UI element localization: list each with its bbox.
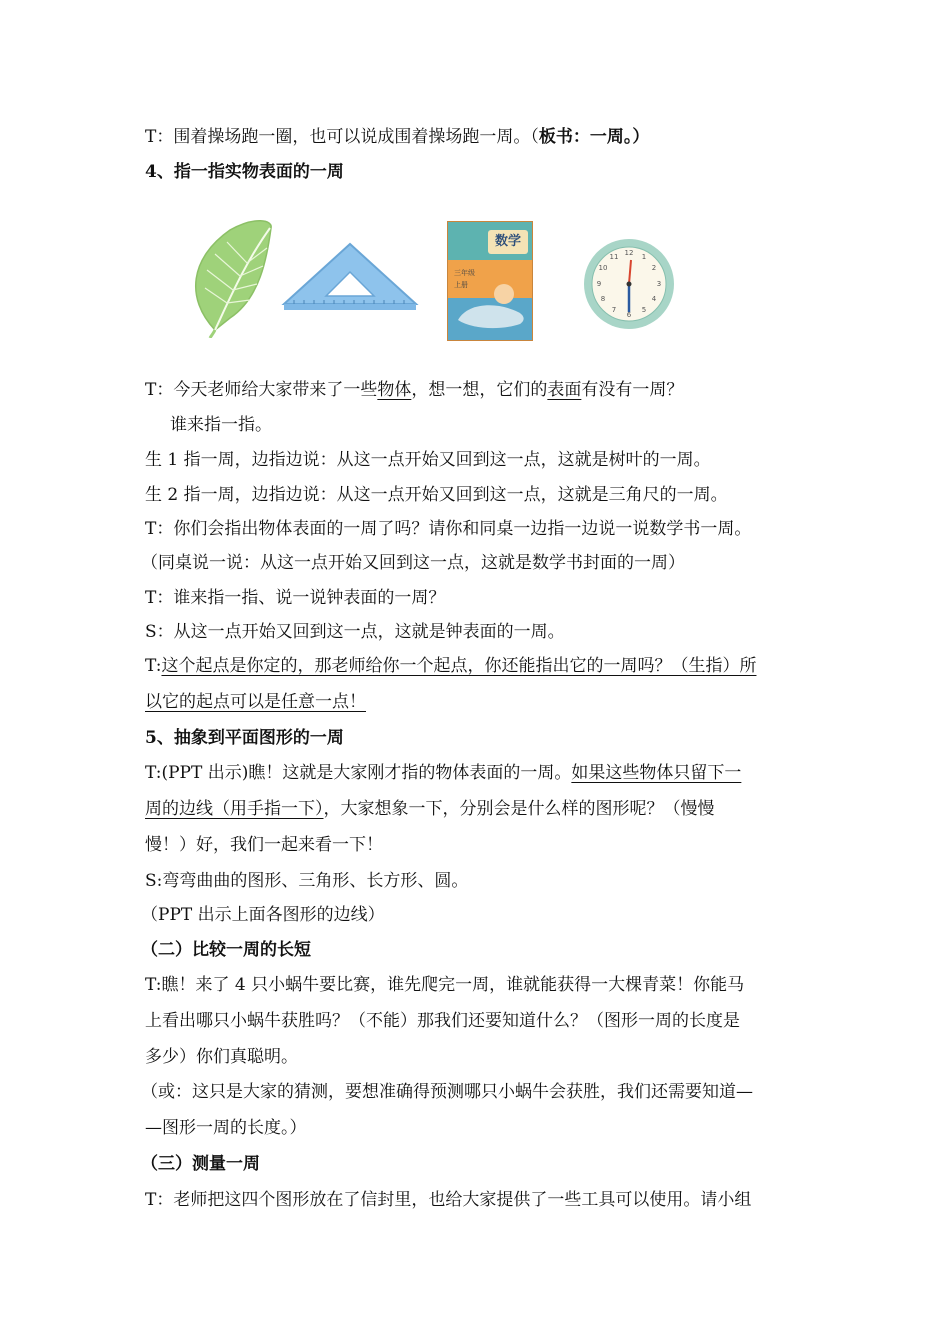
line-start-point: T:这个起点是你定的，那老师给你一个起点，你还能指出它的一周吗？（生指）所	[145, 656, 757, 676]
line-slowly: 慢！）好，我们一起来看一下！	[145, 835, 383, 855]
svg-text:11: 11	[609, 253, 619, 261]
section-heading-measure: （三）测量一周	[141, 1154, 260, 1174]
section-heading-5: 5、抽象到平面图形的一周	[145, 728, 344, 748]
math-book-cover	[447, 221, 533, 341]
book-volume: 上册	[454, 281, 468, 289]
line-teacher-clock: T：谁来指一指、说一说钟表面的一周？	[145, 588, 446, 608]
line-teacher-book: T：你们会指出物体表面的一周了吗？请你和同桌一边指一边说一说数学书一周。	[145, 519, 752, 539]
leaf-icon	[175, 218, 275, 338]
line-guess-2: —图形一周的长度。）	[145, 1118, 307, 1138]
line-who-points: 谁来指一指。	[170, 415, 272, 435]
line-edge-imagine: 周的边线（用手指一下），大家想象一下，分别会是什么样的图形呢？（慢慢	[145, 799, 715, 819]
objects-figure-row	[145, 218, 745, 343]
svg-text:2: 2	[651, 264, 657, 272]
line-ppt-show: T:(PPT 出示)瞧！这就是大家刚才指的物体表面的一周。如果这些物体只留下一	[145, 763, 742, 783]
whale-icon	[448, 280, 532, 340]
svg-text:1: 1	[641, 253, 647, 261]
svg-text:10: 10	[598, 264, 608, 272]
svg-text:9: 9	[596, 280, 602, 288]
svg-text:3: 3	[656, 280, 662, 288]
svg-text:5: 5	[641, 306, 647, 314]
line-envelope: T：老师把这四个图形放在了信封里，也给大家提供了一些工具可以使用。请小组	[145, 1190, 752, 1210]
line-deskmate: （同桌说一说：从这一点开始又回到这一点，这就是数学书封面的一周）	[141, 553, 685, 573]
line-teacher-objects: T：今天老师给大家带来了一些物体，想一想，它们的表面有没有一周？	[145, 380, 684, 400]
line-snail-race-2: 上看出哪只小蜗牛获胜吗？（不能）那我们还要知道什么？（图形一周的长度是	[145, 1011, 740, 1031]
line-guess: （或：这只是大家的猜测，要想准确得预测哪只小蜗牛会获胜，我们还需要知道—	[141, 1082, 753, 1102]
svg-text:6: 6	[626, 311, 632, 319]
line-student-clock: S：从这一点开始又回到这一点，这就是钟表面的一周。	[145, 622, 565, 642]
svg-text:4: 4	[651, 295, 657, 303]
svg-text:8: 8	[600, 295, 606, 303]
line-student-2: 生 2 指一周，边指边说：从这一点开始又回到这一点，这就是三角尺的一周。	[145, 485, 728, 505]
line-start-point-cont: 以它的起点可以是任意一点！	[145, 692, 366, 712]
triangle-ruler-icon	[280, 238, 420, 318]
line-snail-race-3: 多少）你们真聪明。	[145, 1047, 298, 1067]
line-ppt-edges: （PPT 出示上面各图形的边线）	[141, 905, 385, 925]
clock-icon	[581, 236, 677, 332]
svg-text:12: 12	[624, 249, 634, 257]
section-heading-4: 4、指一指实物表面的一周	[145, 162, 344, 182]
book-title: 数学	[488, 230, 528, 254]
line-snail-race: T:瞧！来了 4 只小蜗牛要比赛，谁先爬完一周，谁就能获得一大棵青菜！你能马	[145, 975, 745, 995]
book-grade: 三年级	[454, 269, 475, 277]
section-heading-compare: （二）比较一周的长短	[141, 940, 311, 960]
svg-text:7: 7	[611, 306, 617, 314]
line-1: T：围着操场跑一圈，也可以说成围着操场跑一周。（板书：一周。）	[145, 127, 650, 147]
line-student-1: 生 1 指一周，边指边说：从这一点开始又回到这一点，这就是树叶的一周。	[145, 450, 711, 470]
line-shapes-answer: S:弯弯曲曲的图形、三角形、长方形、圆。	[145, 871, 469, 891]
